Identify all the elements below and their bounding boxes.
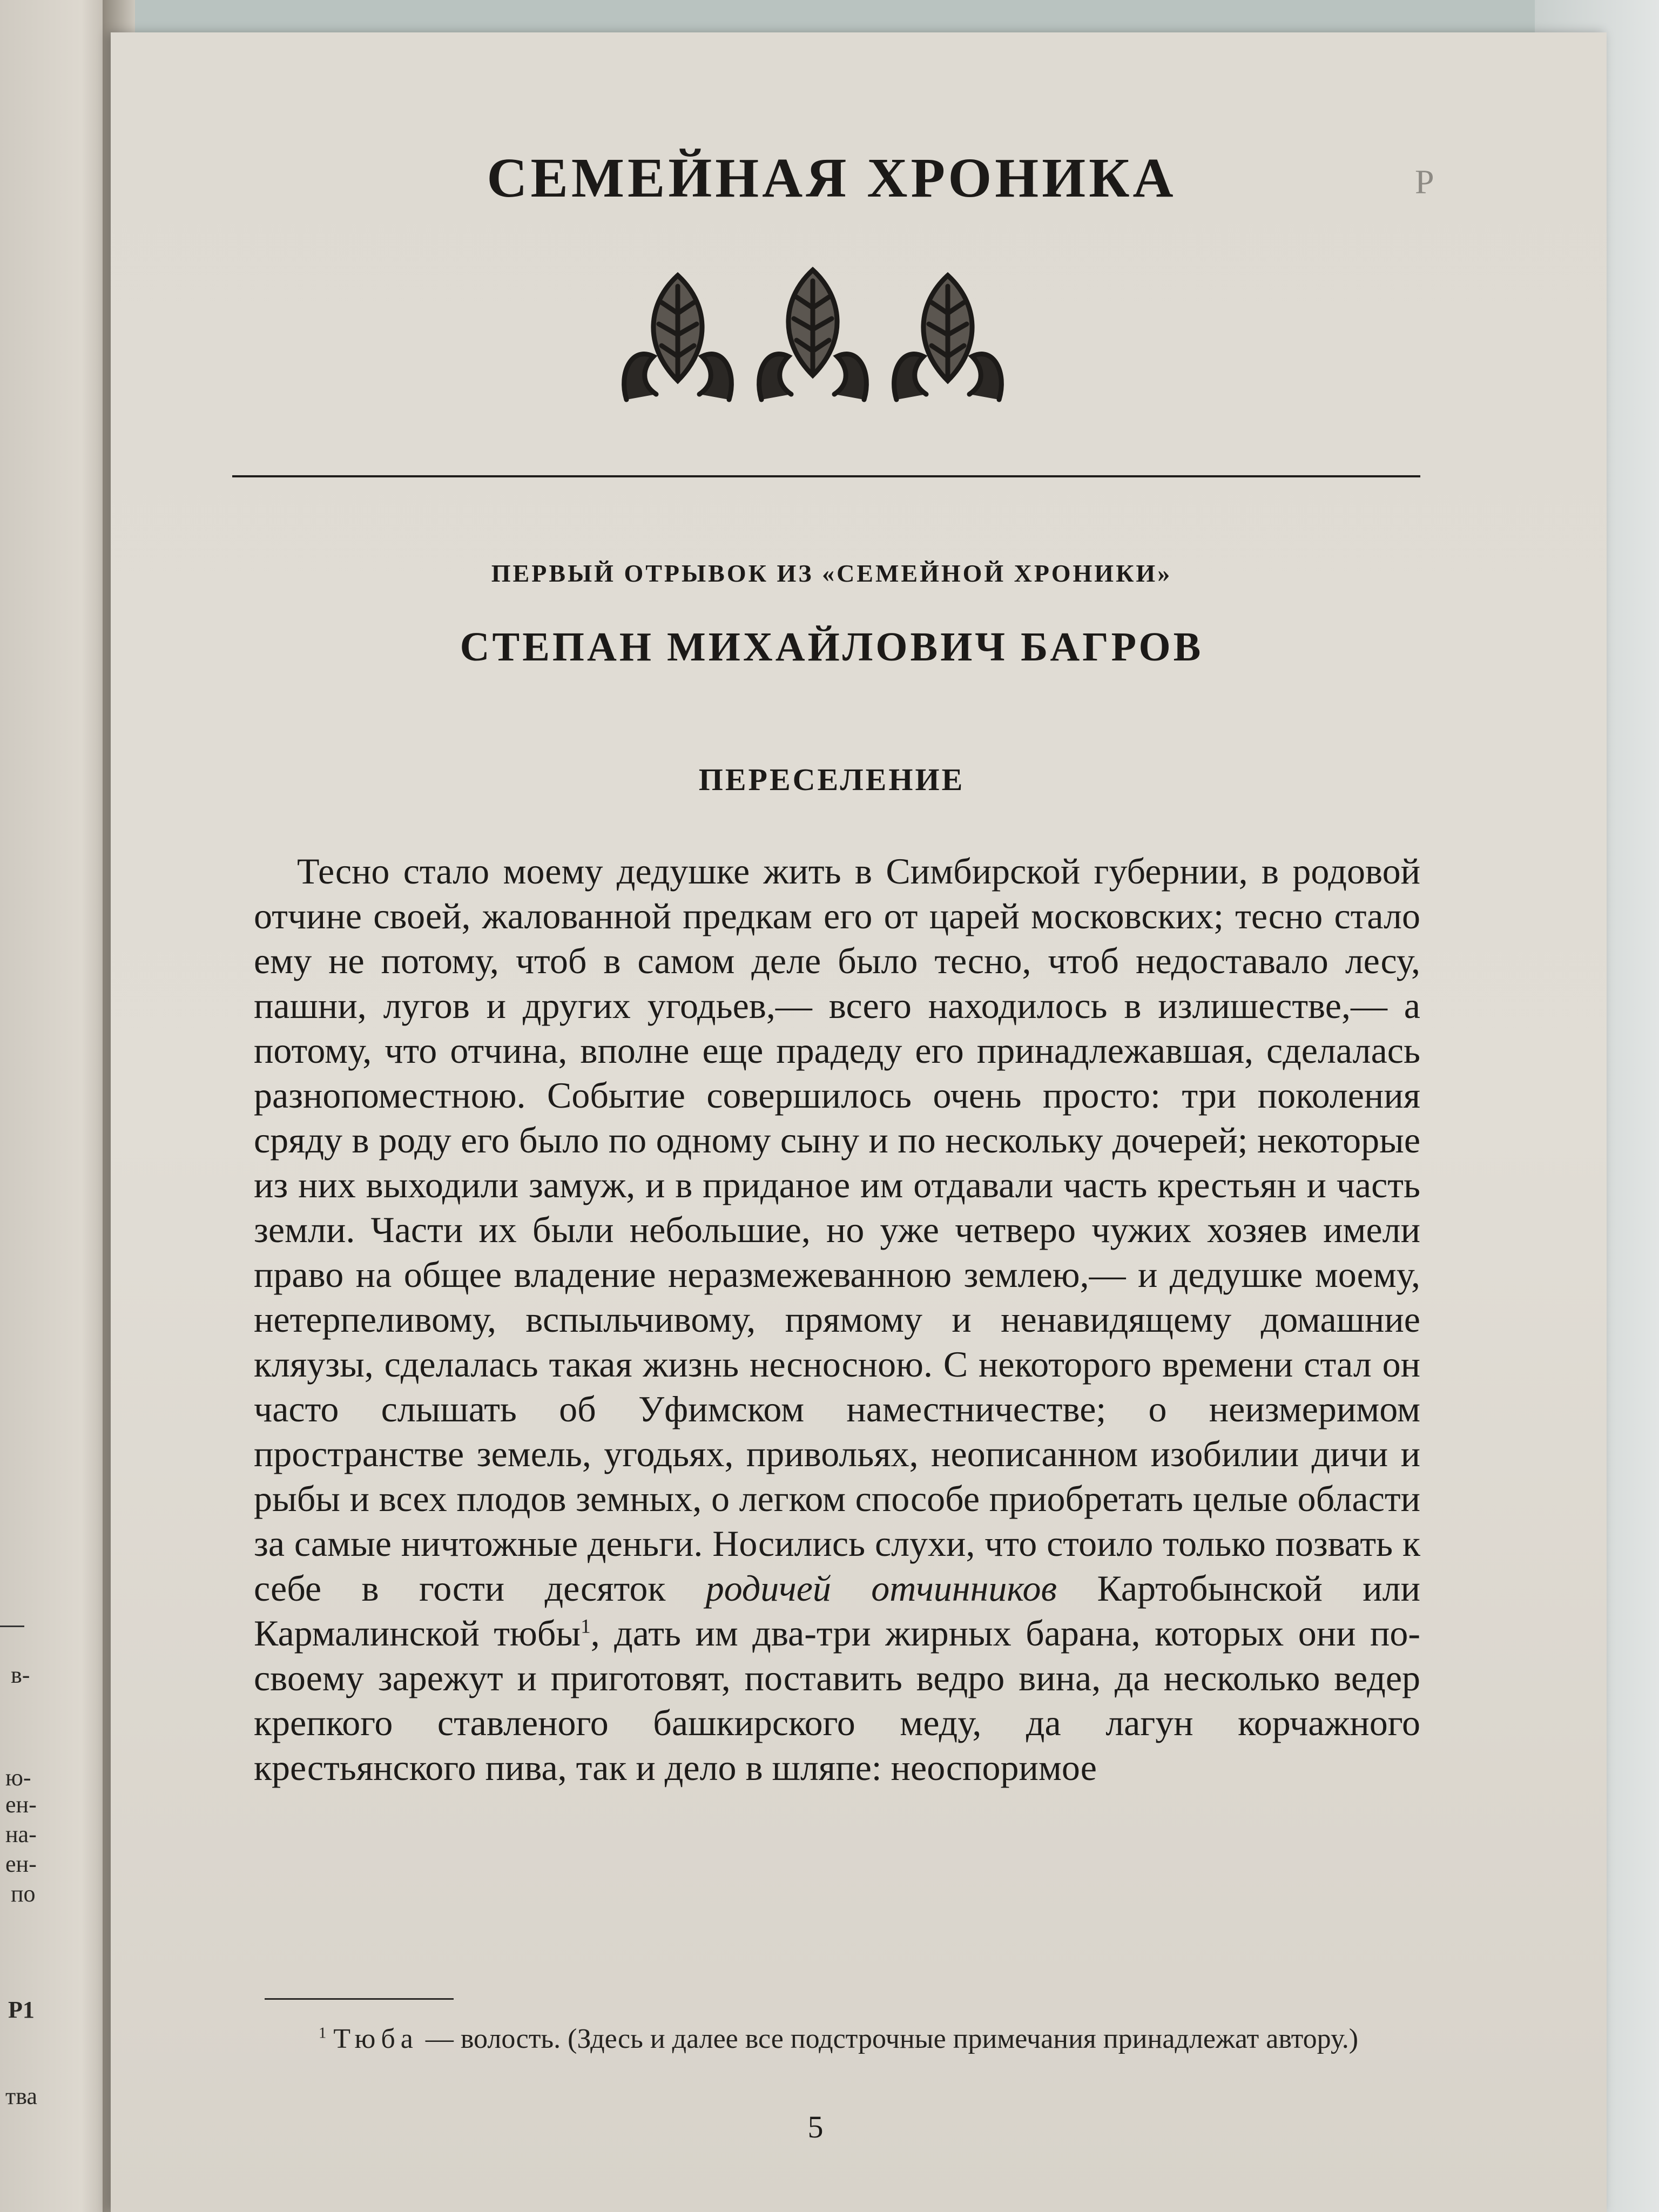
body-italic-phrase: родичей отчинников bbox=[705, 1568, 1057, 1609]
footnote-text: — волость. (Здесь и далее все подстрочные примечания принадлежат автору.) bbox=[418, 2024, 1359, 2054]
body-text-part: Картобынской или Кармалинской тюбы bbox=[254, 1568, 1420, 1654]
left-page-fragment: на- bbox=[5, 1821, 37, 1847]
left-page-fragment: ен- bbox=[5, 1791, 37, 1818]
body-paragraph bbox=[254, 849, 1420, 1790]
left-page-fragment: ю- bbox=[5, 1764, 31, 1791]
footnote-term: Тюба bbox=[333, 2024, 419, 2054]
left-page-fragment: по bbox=[11, 1880, 36, 1907]
footnote-mark: 1 bbox=[319, 2025, 327, 2042]
left-page-rule bbox=[0, 1626, 24, 1627]
show-through-letter: Р bbox=[1415, 163, 1434, 201]
book-title: СЕМЕЙНАЯ ХРОНИКА bbox=[487, 147, 1177, 209]
footnote bbox=[270, 2022, 1382, 2056]
footnote-rule bbox=[265, 1998, 454, 2000]
excerpt-heading: ПЕРВЫЙ ОТРЫВОК ИЗ «СЕМЕЙНОЙ ХРОНИКИ» bbox=[491, 559, 1172, 587]
header-rule bbox=[232, 475, 1420, 477]
left-page-fragment: тва bbox=[5, 2083, 37, 2109]
body-text-part: Тесно стало моему дедушке жить в Симбирской губернии, в родовой отчине своей, жалованной предкам его от царей московских; тесно стало ему не потому, чтоб в самом деле было тесно, чтоб недоставало лесу, пашни, лугов и других угодьев,— всего находилось в излишестве,— а потому, что отчина, вполне еще прадеду его принадлежавшая, сделалась разнопоместною. Событие совершилось очень просто: три поколения сряду в роду его было по одному сыну и по нескольку дочерей; некоторые из них выходили замуж, и в приданое им отдавали часть крестьян и часть земли. Части их были небольшие, но уже четверо чужих хозяев имели право на общее владение неразмежеванною землею,— и дедушке моему, нетерпеливому, вспыльчивому, прямому и ненавидящему домашние кляузы, сделалась такая жизнь несносною. С некоторого времени стал он часто слышать об Уфимском наместничестве; о неизмеримом пространстве земель, угодьях, привольях, неописанном изобилии дичи и рыбы и всех плодов земных, о легком способе приобретать целые области за самые ничтожные деньги. Носились слухи, что стоило только позвать к себе в гости десяток bbox=[254, 851, 1420, 1609]
section-title: ПЕРЕСЕЛЕНИЕ bbox=[698, 762, 965, 797]
chapter-title: СТЕПАН МИХАЙЛОВИЧ БАГРОВ bbox=[460, 624, 1204, 670]
body-text-part: , дать им два-три жирных барана, которых они по-своему зарежут и приготовят, поставить ведро вина, да несколько ведер крепкого ставленого башкирского меду, да лагун корчажного крестьянского пива, так и дело в шляпе: неоспоримое bbox=[254, 1613, 1420, 1788]
page-number: 5 bbox=[807, 2109, 824, 2144]
left-page-fragment: ен- bbox=[5, 1851, 37, 1877]
left-page bbox=[0, 0, 116, 2212]
left-page-fragment: в- bbox=[11, 1662, 30, 1688]
left-page-fragment: Р1 bbox=[8, 1997, 35, 2023]
leaf-ornament-icon bbox=[610, 265, 1015, 410]
footnote-reference[interactable]: 1 bbox=[581, 1615, 591, 1638]
